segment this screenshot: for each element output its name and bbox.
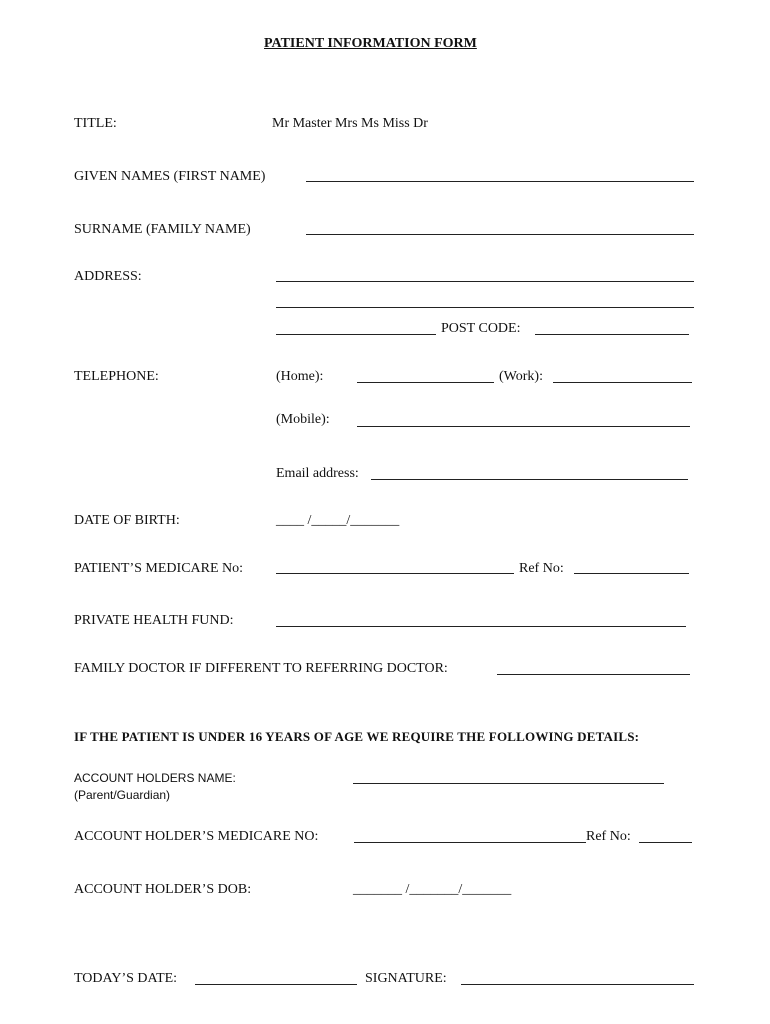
mobile-phone-label: (Mobile): bbox=[276, 412, 330, 427]
postcode-label: POST CODE: bbox=[441, 321, 521, 336]
account-holder-name-label: ACCOUNT HOLDERS NAME: bbox=[74, 771, 236, 785]
email-label: Email address: bbox=[276, 466, 359, 481]
address-line-1-field[interactable] bbox=[276, 281, 694, 282]
todays-date-label: TODAY’S DATE: bbox=[74, 971, 178, 986]
dob-field[interactable]: ____ /_____/_______ bbox=[276, 513, 400, 528]
account-holder-dob-label: ACCOUNT HOLDER’S DOB: bbox=[74, 882, 252, 897]
signature-field[interactable] bbox=[461, 984, 694, 985]
account-holder-ref-label: Ref No: bbox=[586, 829, 631, 844]
work-phone-label: (Work): bbox=[499, 369, 543, 384]
address-line-2-field[interactable] bbox=[276, 307, 694, 308]
home-phone-field[interactable] bbox=[357, 382, 494, 383]
account-holder-name-sublabel: (Parent/Guardian) bbox=[74, 788, 171, 802]
account-holder-dob-field[interactable]: _______ /_______/_______ bbox=[353, 882, 512, 897]
title-options[interactable]: Mr Master Mrs Ms Miss Dr bbox=[272, 116, 428, 131]
account-holder-medicare-field[interactable] bbox=[354, 842, 586, 843]
family-doctor-label: FAMILY DOCTOR IF DIFFERENT TO REFERRING DOCTOR: bbox=[74, 661, 448, 676]
home-phone-label: (Home): bbox=[276, 369, 324, 384]
mobile-phone-field[interactable] bbox=[357, 426, 690, 427]
given-names-label: GIVEN NAMES (FIRST NAME) bbox=[74, 169, 266, 184]
account-holder-medicare-label: ACCOUNT HOLDER’S MEDICARE NO: bbox=[74, 829, 319, 844]
work-phone-field[interactable] bbox=[553, 382, 692, 383]
account-holder-ref-field[interactable] bbox=[639, 842, 692, 843]
under-16-heading: IF THE PATIENT IS UNDER 16 YEARS OF AGE WE REQUIRE THE FOLLOWING DETAILS: bbox=[74, 729, 640, 744]
todays-date-field[interactable] bbox=[195, 984, 357, 985]
postcode-field[interactable] bbox=[535, 334, 689, 335]
telephone-label: TELEPHONE: bbox=[74, 369, 159, 384]
email-field[interactable] bbox=[371, 479, 688, 480]
medicare-ref-field[interactable] bbox=[574, 573, 689, 574]
health-fund-label: PRIVATE HEALTH FUND: bbox=[74, 613, 234, 628]
health-fund-field[interactable] bbox=[276, 626, 686, 627]
title-label: TITLE: bbox=[74, 116, 117, 131]
address-label: ADDRESS: bbox=[74, 269, 142, 284]
account-holder-name-field[interactable] bbox=[353, 783, 664, 784]
dob-label: DATE OF BIRTH: bbox=[74, 513, 180, 528]
address-line-3-field[interactable] bbox=[276, 334, 436, 335]
form-title: PATIENT INFORMATION FORM bbox=[264, 36, 477, 51]
signature-label: SIGNATURE: bbox=[365, 971, 447, 986]
given-names-field[interactable] bbox=[306, 181, 694, 182]
medicare-field[interactable] bbox=[276, 573, 514, 574]
medicare-ref-label: Ref No: bbox=[519, 561, 564, 576]
family-doctor-field[interactable] bbox=[497, 674, 690, 675]
medicare-label: PATIENT’S MEDICARE No: bbox=[74, 561, 244, 576]
surname-field[interactable] bbox=[306, 234, 694, 235]
surname-label: SURNAME (FAMILY NAME) bbox=[74, 222, 251, 237]
